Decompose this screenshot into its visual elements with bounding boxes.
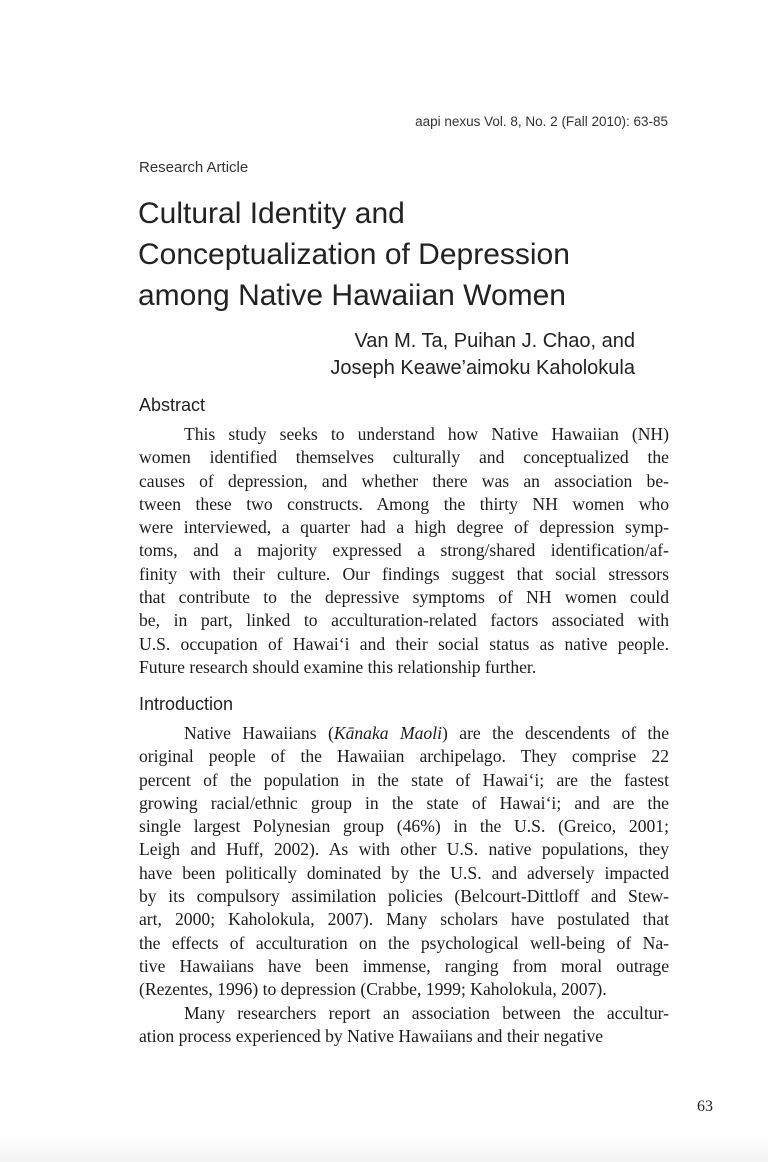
inline-text: ) are the descendents of the — [442, 723, 670, 743]
text-line: tween these two constructs. Among the thirty NH women who — [139, 493, 669, 514]
author-line: Van M. Ta, Puihan J. Chao, and — [354, 330, 635, 352]
abstract-paragraph — [139, 423, 669, 679]
text-line: single largest Polynesian group (46%) in the U.S. (Greico, 2001; — [139, 816, 669, 837]
text-line: Future research should examine this relationship further. — [139, 656, 537, 677]
text-line: by its compulsory assimilation policies (Belcourt-Dittloff and Stew- — [139, 886, 669, 907]
text-line: This study seeks to understand how Native Hawaiian (NH) — [184, 424, 669, 444]
text-line: percent of the population in the state of Hawai‘i; are the fastest — [139, 769, 669, 790]
text-line: the effects of acculturation on the psychological well-being of Na- — [139, 932, 669, 953]
title-line: Conceptualization of Depression — [138, 238, 570, 271]
text-line — [139, 722, 669, 745]
text-line: women identified themselves culturally and conceptualized the — [139, 447, 669, 468]
introduction-heading: Introduction — [139, 694, 234, 714]
text-line: Leigh and Huff, 2002). As with other U.S. native populations, they — [139, 839, 669, 860]
author-line: Joseph Keawe’aimoku Kaholokula — [330, 357, 635, 379]
text-line: ation process experienced by Native Hawaiians and their negative — [139, 1025, 604, 1046]
article-type-label: Research Article — [139, 159, 249, 176]
journal-reference: aapi nexus Vol. 8, No. 2 (Fall 2010): 63-85 — [415, 114, 668, 129]
text-line: original people of the Hawaiian archipelago. They comprise 22 — [139, 746, 669, 767]
text-line: causes of depression, and whether there was an association be- — [139, 470, 669, 491]
text-line: art, 2000; Kaholokula, 2007). Many scholars have postulated that — [139, 909, 669, 930]
text-line: growing racial/ethnic group in the state of Hawai‘i; and are the — [139, 792, 669, 813]
italic-term: Kānaka Maoli — [333, 723, 442, 743]
article-title — [138, 193, 678, 316]
text-line: that contribute to the depressive symptoms of NH women could — [139, 587, 669, 608]
text-line: (Rezentes, 1996) to depression (Crabbe, 1999; Kaholokula, 2007). — [139, 979, 607, 1000]
abstract-heading: Abstract — [139, 395, 206, 415]
text-line: have been politically dominated by the U.S. and adversely impacted — [139, 862, 669, 883]
title-line: Cultural Identity and — [138, 197, 405, 230]
title-line: among Native Hawaiian Women — [138, 279, 566, 312]
text-line: finity with their culture. Our findings suggest that social stressors — [139, 563, 669, 584]
text-line: were interviewed, a quarter had a high degree of depression symp- — [139, 517, 669, 538]
text-line: U.S. occupation of Hawai‘i and their social status as native people. — [139, 633, 669, 654]
text-line: toms, and a majority expressed a strong/shared identification/af- — [139, 540, 669, 561]
text-line: Many researchers report an association between the accultur- — [184, 1002, 669, 1023]
text-line: be, in part, linked to acculturation-related factors associated with — [139, 610, 669, 631]
page-edge-shadow — [0, 1134, 768, 1162]
page-number: 63 — [697, 1098, 713, 1115]
text-line: tive Hawaiians have been immense, ranging from moral outrage — [139, 955, 669, 976]
inline-text: Native Hawaiians ( — [184, 723, 334, 743]
introduction-body — [139, 722, 669, 1048]
author-list — [330, 328, 635, 382]
